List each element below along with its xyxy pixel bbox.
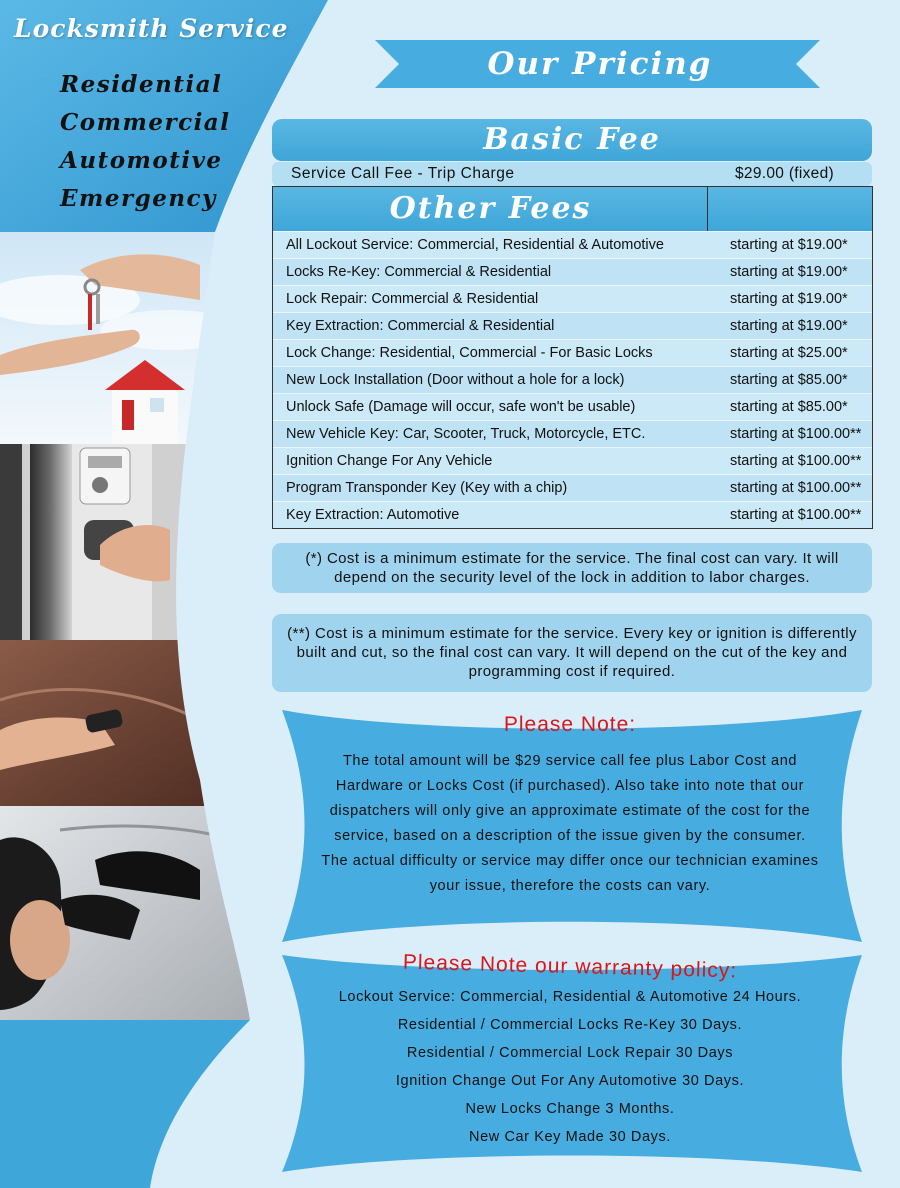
car-key-remote-icon xyxy=(0,640,260,806)
warranty-item: Ignition Change Out For Any Automotive 30 Days. xyxy=(395,1073,745,1089)
fee-price: starting at $85.00* xyxy=(730,399,848,415)
basic-fee-value: $29.00 (fixed) xyxy=(735,165,834,182)
fee-row xyxy=(273,393,872,420)
fee-price: starting at $100.00** xyxy=(730,426,862,442)
other-fees-title: Other Fees xyxy=(389,191,592,226)
fee-name: Key Extraction: Automotive xyxy=(286,507,460,523)
fee-price: starting at $25.00* xyxy=(730,345,848,361)
fee-row xyxy=(273,501,872,528)
hand-giving-keys-house-icon xyxy=(0,232,260,444)
basic-fee-title: Basic Fee xyxy=(483,122,661,157)
warranty-item: Residential / Commercial Locks Re-Key 30 Days. xyxy=(397,1017,743,1033)
fee-name: New Vehicle Key: Car, Scooter, Truck, Motorcycle, ETC. xyxy=(286,426,646,442)
warranty-title: Please Note our warranty policy: xyxy=(402,950,738,983)
fee-row xyxy=(273,258,872,285)
photo-strip xyxy=(0,232,260,1020)
fee-name: Locks Re-Key: Commercial & Residential xyxy=(286,264,552,280)
fee-price: starting at $19.00* xyxy=(730,318,848,334)
page-title: Our Pricing xyxy=(487,46,713,82)
other-fees-table xyxy=(272,186,873,529)
column-divider xyxy=(707,187,708,231)
fee-name: Program Transponder Key (Key with a chip) xyxy=(286,480,568,496)
locksmith-car-door-icon xyxy=(0,806,260,1020)
service-list xyxy=(60,66,230,218)
basic-fee-label: Service Call Fee - Trip Charge xyxy=(291,165,515,182)
warranty-item: New Car Key Made 30 Days. xyxy=(469,1129,671,1145)
fee-name: Unlock Safe (Damage will occur, safe won't be usable) xyxy=(286,399,636,415)
brand-title: Locksmith Service xyxy=(14,14,289,43)
warranty-item: Lockout Service: Commercial, Residential & Automotive 24 Hours. xyxy=(338,989,802,1005)
fee-price: starting at $19.00* xyxy=(730,237,848,253)
service-item-commercial: Commercial xyxy=(60,109,231,136)
fee-price: starting at $85.00* xyxy=(730,372,848,388)
double-star-note: (**) Cost is a minimum estimate for the service. Every key or ignition is differently built and cut, so the final cost can vary. It will depend on the cut of the key and programming cost if required. xyxy=(272,614,872,692)
warranty-item: New Locks Change 3 Months. xyxy=(465,1101,675,1117)
door-lock-keypad-icon xyxy=(0,444,260,640)
please-note-title: Please Note: xyxy=(503,713,637,736)
fee-price: starting at $100.00** xyxy=(730,507,862,523)
fee-name: Key Extraction: Commercial & Residential xyxy=(286,318,555,334)
fee-row xyxy=(273,312,872,339)
fee-row xyxy=(273,366,872,393)
warranty-list xyxy=(300,983,840,1151)
fee-price: starting at $100.00** xyxy=(730,480,862,496)
other-fees-body xyxy=(273,231,872,528)
fee-price: starting at $100.00** xyxy=(730,453,862,469)
fee-name: Lock Repair: Commercial & Residential xyxy=(286,291,539,307)
other-fees-header xyxy=(273,187,872,231)
fee-row xyxy=(273,231,872,258)
basic-fee-header xyxy=(272,119,872,161)
service-item-automotive: Automotive xyxy=(60,147,223,174)
fee-row xyxy=(273,285,872,312)
fee-row xyxy=(273,339,872,366)
fee-row xyxy=(273,447,872,474)
basic-fee-row xyxy=(272,162,872,186)
service-item-residential: Residential xyxy=(60,71,223,98)
fee-row xyxy=(273,474,872,501)
fee-name: All Lockout Service: Commercial, Residential & Automotive xyxy=(286,237,664,253)
service-item-emergency: Emergency xyxy=(60,185,217,212)
fee-name: Ignition Change For Any Vehicle xyxy=(286,453,493,469)
bottom-sweep xyxy=(0,1020,250,1188)
please-note-text: The total amount will be $29 service call fee plus Labor Cost and Hardware or Locks Cost (if purchased). Also take into note that our dispatchers will only give an approximate estimate of the cost for the service, based on a description of the issue given by the consumer. The actual difficulty or service may differ once our technician examines your issue, therefore the costs can vary. xyxy=(321,753,819,894)
fee-name: Lock Change: Residential, Commercial - For Basic Locks xyxy=(286,345,653,361)
fee-row xyxy=(273,420,872,447)
fee-price: starting at $19.00* xyxy=(730,264,848,280)
fee-name: New Lock Installation (Door without a hole for a lock) xyxy=(286,372,625,388)
warranty-item: Residential / Commercial Lock Repair 30 Days xyxy=(406,1045,734,1061)
fee-price: starting at $19.00* xyxy=(730,291,848,307)
single-star-note: (*) Cost is a minimum estimate for the service. The final cost can vary. It will depend on the security level of the lock in addition to labor charges. xyxy=(272,543,872,593)
